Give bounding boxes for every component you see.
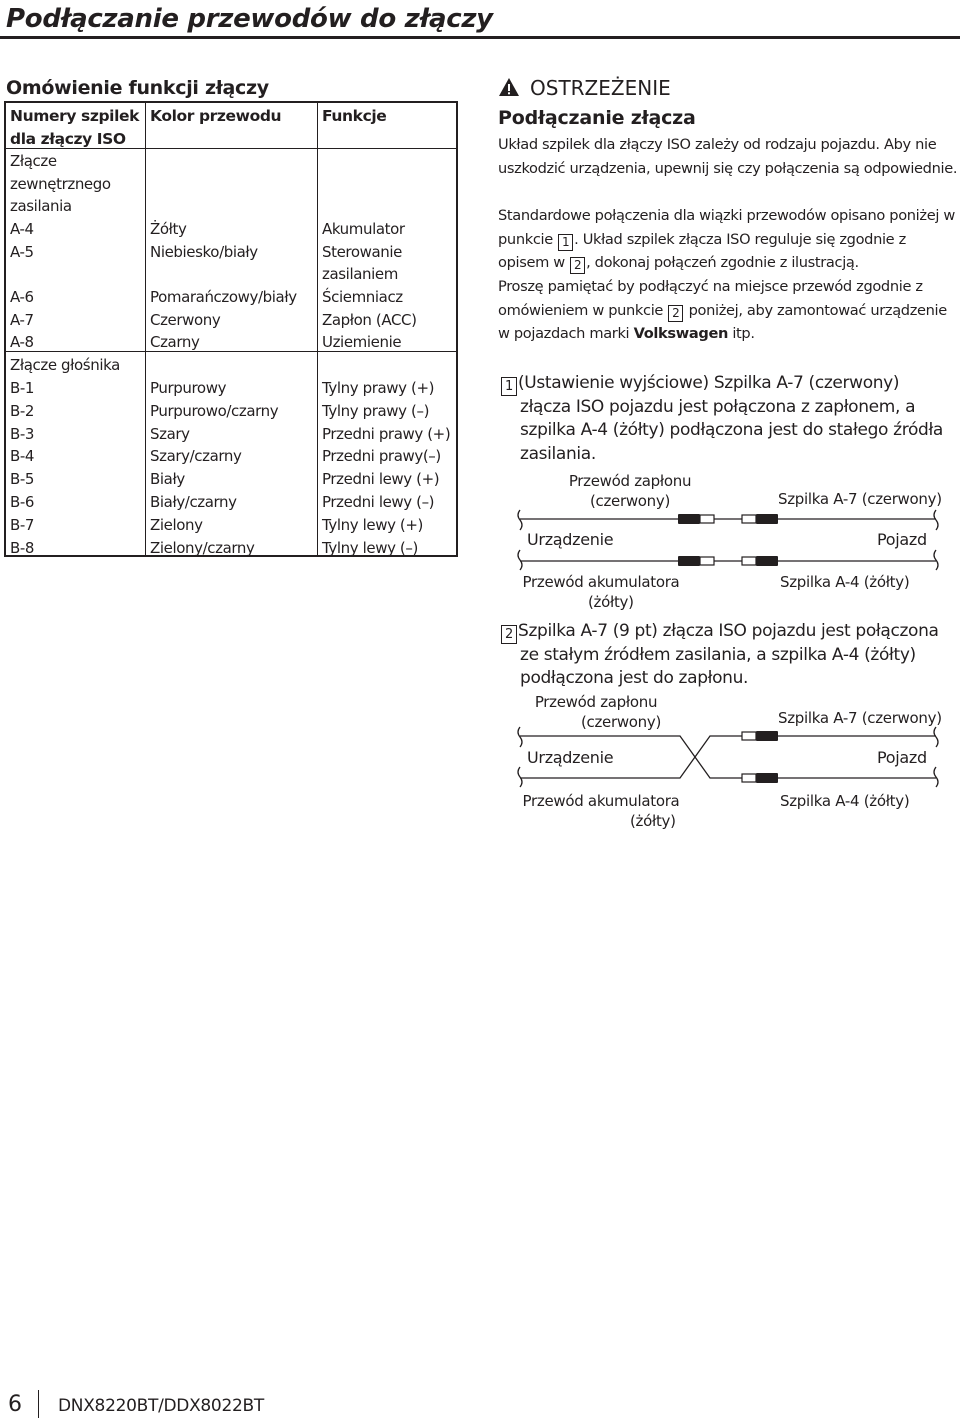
- func-b8: Tylny lewy (–): [322, 538, 418, 557]
- text-line: szpilka A-4 (żółty) podłączona jest do stałego źródła: [520, 420, 944, 440]
- step-box-2: 2: [501, 625, 517, 644]
- func-line: zasilaniem: [322, 265, 398, 284]
- color-b7: Zielony: [150, 515, 203, 534]
- pin-b3: B-3: [10, 424, 35, 443]
- header-line: Numery szpilek: [10, 107, 140, 125]
- func-b7: Tylny lewy (+): [322, 515, 424, 534]
- step-box-1: 1: [558, 234, 573, 251]
- color-b4: Szary/czarny: [150, 447, 242, 466]
- warning-subheading: Podłączanie złącza: [498, 107, 696, 129]
- text-run: (Ustawienie wyjściowe) Szpilka A-7 (czerwony): [518, 373, 900, 393]
- connector-socket-icon: [742, 732, 756, 740]
- pin-a5: A-5: [10, 242, 34, 261]
- pin-b6: B-6: [10, 493, 35, 511]
- text-run: Standardowe połączenia dla wiązki przewodów opisano poniżej w punkcie: [498, 207, 955, 248]
- group-title-line: zewnętrznego: [10, 174, 111, 193]
- func-b6: Przedni lewy (–): [322, 493, 435, 511]
- ignition-wire: [520, 736, 742, 778]
- warning-triangle-icon: [498, 77, 520, 97]
- func-b3: Przedni prawy (+): [322, 424, 451, 443]
- title-rule: [0, 36, 960, 39]
- pin-a6: A-6: [10, 288, 34, 306]
- warning-heading: [498, 74, 671, 102]
- wire-break-icon: [934, 510, 938, 530]
- wiring-diagram-2: [500, 722, 960, 792]
- connector-socket-icon: [742, 557, 756, 565]
- color-b2: Purpurowo/czarny: [150, 401, 279, 420]
- header-line: dla złączy ISO: [10, 129, 126, 148]
- vehicle-label: Pojazd: [877, 530, 927, 549]
- wire-break-icon: [518, 550, 522, 570]
- func-b1: Tylny prawy (+): [322, 379, 435, 397]
- text-line: podłączona jest do zapłonu.: [520, 668, 749, 688]
- pin-b4: B-4: [10, 447, 35, 466]
- unit-label: Urządzenie: [527, 748, 614, 767]
- color-b1: Purpurowy: [150, 379, 227, 397]
- text-run: , dokonaj połączeń zgodnie z ilustracją.: [586, 254, 859, 271]
- label-line: (żółty): [588, 593, 634, 611]
- section-title: Omówienie funkcji złączy: [6, 77, 269, 99]
- pin-a4: A-4: [10, 220, 34, 238]
- pin-a7: A-7: [10, 310, 34, 329]
- label-line: Przewód zapłonu: [568, 472, 692, 490]
- pin-b5: B-5: [10, 470, 35, 489]
- text-line: ze stałym źródłem zasilania, a szpilka A-4 (żółty): [520, 644, 916, 665]
- pin-a4-label: Szpilka A-4 (żółty): [780, 573, 910, 591]
- color-b6: Biały/czarny: [150, 493, 237, 511]
- unit-label: Urządzenie: [527, 530, 614, 549]
- table-divider: [145, 103, 146, 555]
- color-b3: Szary: [150, 424, 190, 443]
- pin-a7-label: Szpilka A-7 (czerwony): [778, 490, 942, 508]
- group-title-line: zasilania: [10, 197, 72, 216]
- color-b5: Biały: [150, 470, 185, 489]
- color-a4: Żółty: [150, 220, 187, 238]
- label-line: Przewód zapłonu: [534, 693, 658, 711]
- brand-name: Volkswagen: [633, 325, 729, 342]
- text-run: itp.: [728, 325, 755, 342]
- wire-break-icon: [934, 767, 938, 787]
- func-a5: [322, 241, 402, 286]
- wiring-diagram-1: [500, 505, 960, 575]
- connector-plug-icon: [756, 556, 778, 566]
- text-run: Szpilka A-7 (9 pt) złącza ISO pojazdu jest połączona: [518, 621, 939, 641]
- pin-a8: A-8: [10, 333, 34, 352]
- group-title-line: Złącze: [10, 152, 57, 170]
- page-title: [0, 0, 960, 40]
- color-b8: Zielony/czarny: [150, 538, 255, 557]
- group-title-speaker: Złącze głośnika: [10, 356, 120, 374]
- pin-a4-label: Szpilka A-4 (żółty): [780, 792, 910, 810]
- color-a7: Czerwony: [150, 310, 221, 329]
- step-box-2: 2: [570, 257, 585, 274]
- text-run: . Układ szpilek złącza ISO reguluje się zgodnie z opisem w: [498, 230, 906, 271]
- warning-paragraph-3: [498, 275, 958, 346]
- connector-socket-icon: [742, 774, 756, 782]
- func-line: Sterowanie: [322, 242, 403, 261]
- connector-socket-icon: [700, 557, 714, 565]
- wire-break-icon: [934, 550, 938, 570]
- func-a8: Uziemienie: [322, 333, 402, 352]
- pin-b7: B-7: [10, 515, 35, 534]
- pin-b1: B-1: [10, 379, 35, 397]
- wire-break-icon: [934, 727, 938, 747]
- warning-paragraph-1: Układ szpilek dla złączy ISO zależy od rodzaju pojazdu. Aby nie uszkodzić urządzenia, upewnij się czy połączenia są odpowiednie.: [498, 136, 958, 177]
- pin-a7-label: Szpilka A-7 (czerwony): [778, 709, 942, 727]
- func-a6: Ściemniacz: [322, 288, 403, 306]
- table-divider: [317, 103, 318, 555]
- connector-plug-icon: [678, 514, 700, 524]
- wire-break-icon: [518, 727, 522, 747]
- func-b5: Przedni lewy (+): [322, 470, 440, 489]
- label-line: (żółty): [630, 812, 676, 830]
- text-line: złącza ISO pojazdu jest połączona z zapłonem, a: [520, 396, 916, 417]
- label-line: Przewód akumulatora: [522, 792, 680, 810]
- connector-socket-icon: [742, 515, 756, 523]
- pin-b8: B-8: [10, 538, 35, 557]
- text-line: zasilania.: [520, 443, 596, 464]
- func-a7: Zapłon (ACC): [322, 310, 417, 329]
- color-a6: Pomarańczowy/biały: [150, 288, 297, 306]
- group-title-power: [10, 150, 111, 218]
- header-pin-numbers: [10, 105, 139, 150]
- step-box-2: 2: [668, 305, 683, 322]
- model-name: DNX8220BT/DDX8022BT: [58, 1396, 264, 1416]
- color-a8: Czarny: [150, 333, 200, 352]
- connector-plug-icon: [756, 731, 778, 741]
- label-line: (czerwony): [580, 713, 662, 731]
- func-b2: Tylny prawy (–): [322, 401, 430, 420]
- func-b4: Przedni prawy(–): [322, 447, 441, 466]
- pin-table: [4, 101, 458, 557]
- connector-plug-icon: [756, 773, 778, 783]
- step-box-1: 1: [501, 377, 517, 396]
- battery-wire-label: [520, 572, 682, 612]
- vehicle-label: Pojazd: [877, 748, 927, 767]
- text-run: poniżej, aby zamontować urządzenie w pojazdach marki: [498, 301, 947, 342]
- pin-b2: B-2: [10, 401, 35, 420]
- wire-break-icon: [518, 767, 522, 787]
- color-a5: Niebiesko/biały: [150, 242, 258, 261]
- label-line: Przewód akumulatora: [522, 573, 680, 591]
- page-number: 6: [8, 1392, 22, 1417]
- connector-socket-icon: [700, 515, 714, 523]
- warning-heading-text: OSTRZEŻENIE: [530, 76, 671, 100]
- text-run: Proszę pamiętać by podłączyć na miejsce przewód zgodnie z omówieniem w punkcie: [498, 278, 923, 319]
- connector-plug-icon: [756, 514, 778, 524]
- header-functions: Funkcje: [322, 107, 387, 125]
- warning-paragraph-2: [498, 204, 958, 275]
- battery-wire: [520, 736, 742, 778]
- wire-break-icon: [518, 510, 522, 530]
- battery-wire-label: [520, 791, 682, 831]
- label-line: (czerwony): [589, 492, 671, 510]
- footer-divider: [38, 1390, 39, 1418]
- header-wire-color: Kolor przewodu: [150, 107, 282, 125]
- page-title-text: Podłączanie przewodów do złączy: [6, 4, 493, 34]
- connector-plug-icon: [678, 556, 700, 566]
- func-a4: Akumulator: [322, 220, 405, 238]
